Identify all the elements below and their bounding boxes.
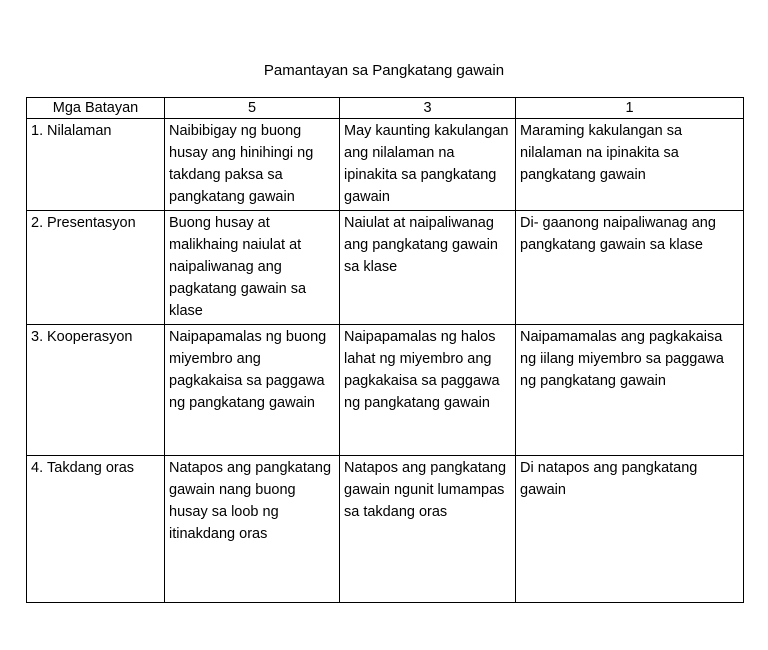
score-1-cell: Naipamamalas ang pagkakaisa ng iilang miyembro sa paggawa ng pangkatang gawain [516,325,744,456]
table-header-row [27,98,744,119]
score-3-cell: Naipapamalas ng halos lahat ng miyembro ang pagkakaisa sa paggawa ng pangkatang gawain [340,325,516,456]
score-3-cell: May kaunting kakulangan ang nilalaman na ipinakita sa pangkatang gawain [340,119,516,211]
criterion-cell [27,456,165,603]
header-criteria: Mga Batayan [27,98,165,119]
score-3-cell: Natapos ang pangkatang gawain ngunit lumampas sa takdang oras [340,456,516,603]
score-5-cell: Naibibigay ng buong husay ang hinihingi ng takdang paksa sa pangkatang gawain [165,119,340,211]
header-score-1: 1 [516,98,744,119]
score-5-cell: Natapos ang pangkatang gawain nang buong husay sa loob ng itinakdang oras [165,456,340,603]
score-1-cell: Di- gaanong naipaliwanag ang pangkatang gawain sa klase [516,211,744,325]
criterion-cell [27,325,165,456]
criterion-number: 2. [31,215,44,231]
table-row [27,119,744,211]
score-1-cell: Di natapos ang pangkatang gawain [516,456,744,603]
score-1-cell: Maraming kakulangan sa nilalaman na ipinakita sa pangkatang gawain [516,119,744,211]
criterion-cell [27,119,165,211]
table-row [27,456,744,603]
criterion-label: Presentasyon [47,215,136,231]
criterion-cell [27,211,165,325]
table-row [27,325,744,456]
criterion-number: 4. [31,460,44,476]
score-5-cell: Naipapamalas ng buong miyembro ang pagkakaisa sa paggawa ng pangkatang gawain [165,325,340,456]
document-title: Pamantayan sa Pangkatang gawain [263,62,505,79]
header-score-5: 5 [165,98,340,119]
score-5-cell: Buong husay at malikhaing naiulat at naipaliwanag ang pagkatang gawain sa klase [165,211,340,325]
header-score-3: 3 [340,98,516,119]
criterion-label: Kooperasyon [47,329,133,345]
table-row [27,211,744,325]
criterion-label: Takdang oras [47,460,135,476]
score-3-cell: Naiulat at naipaliwanag ang pangkatang gawain sa klase [340,211,516,325]
criterion-number: 1. [31,123,44,139]
rubric-table [26,97,744,603]
criterion-number: 3. [31,329,44,345]
criterion-label: Nilalaman [47,123,112,139]
